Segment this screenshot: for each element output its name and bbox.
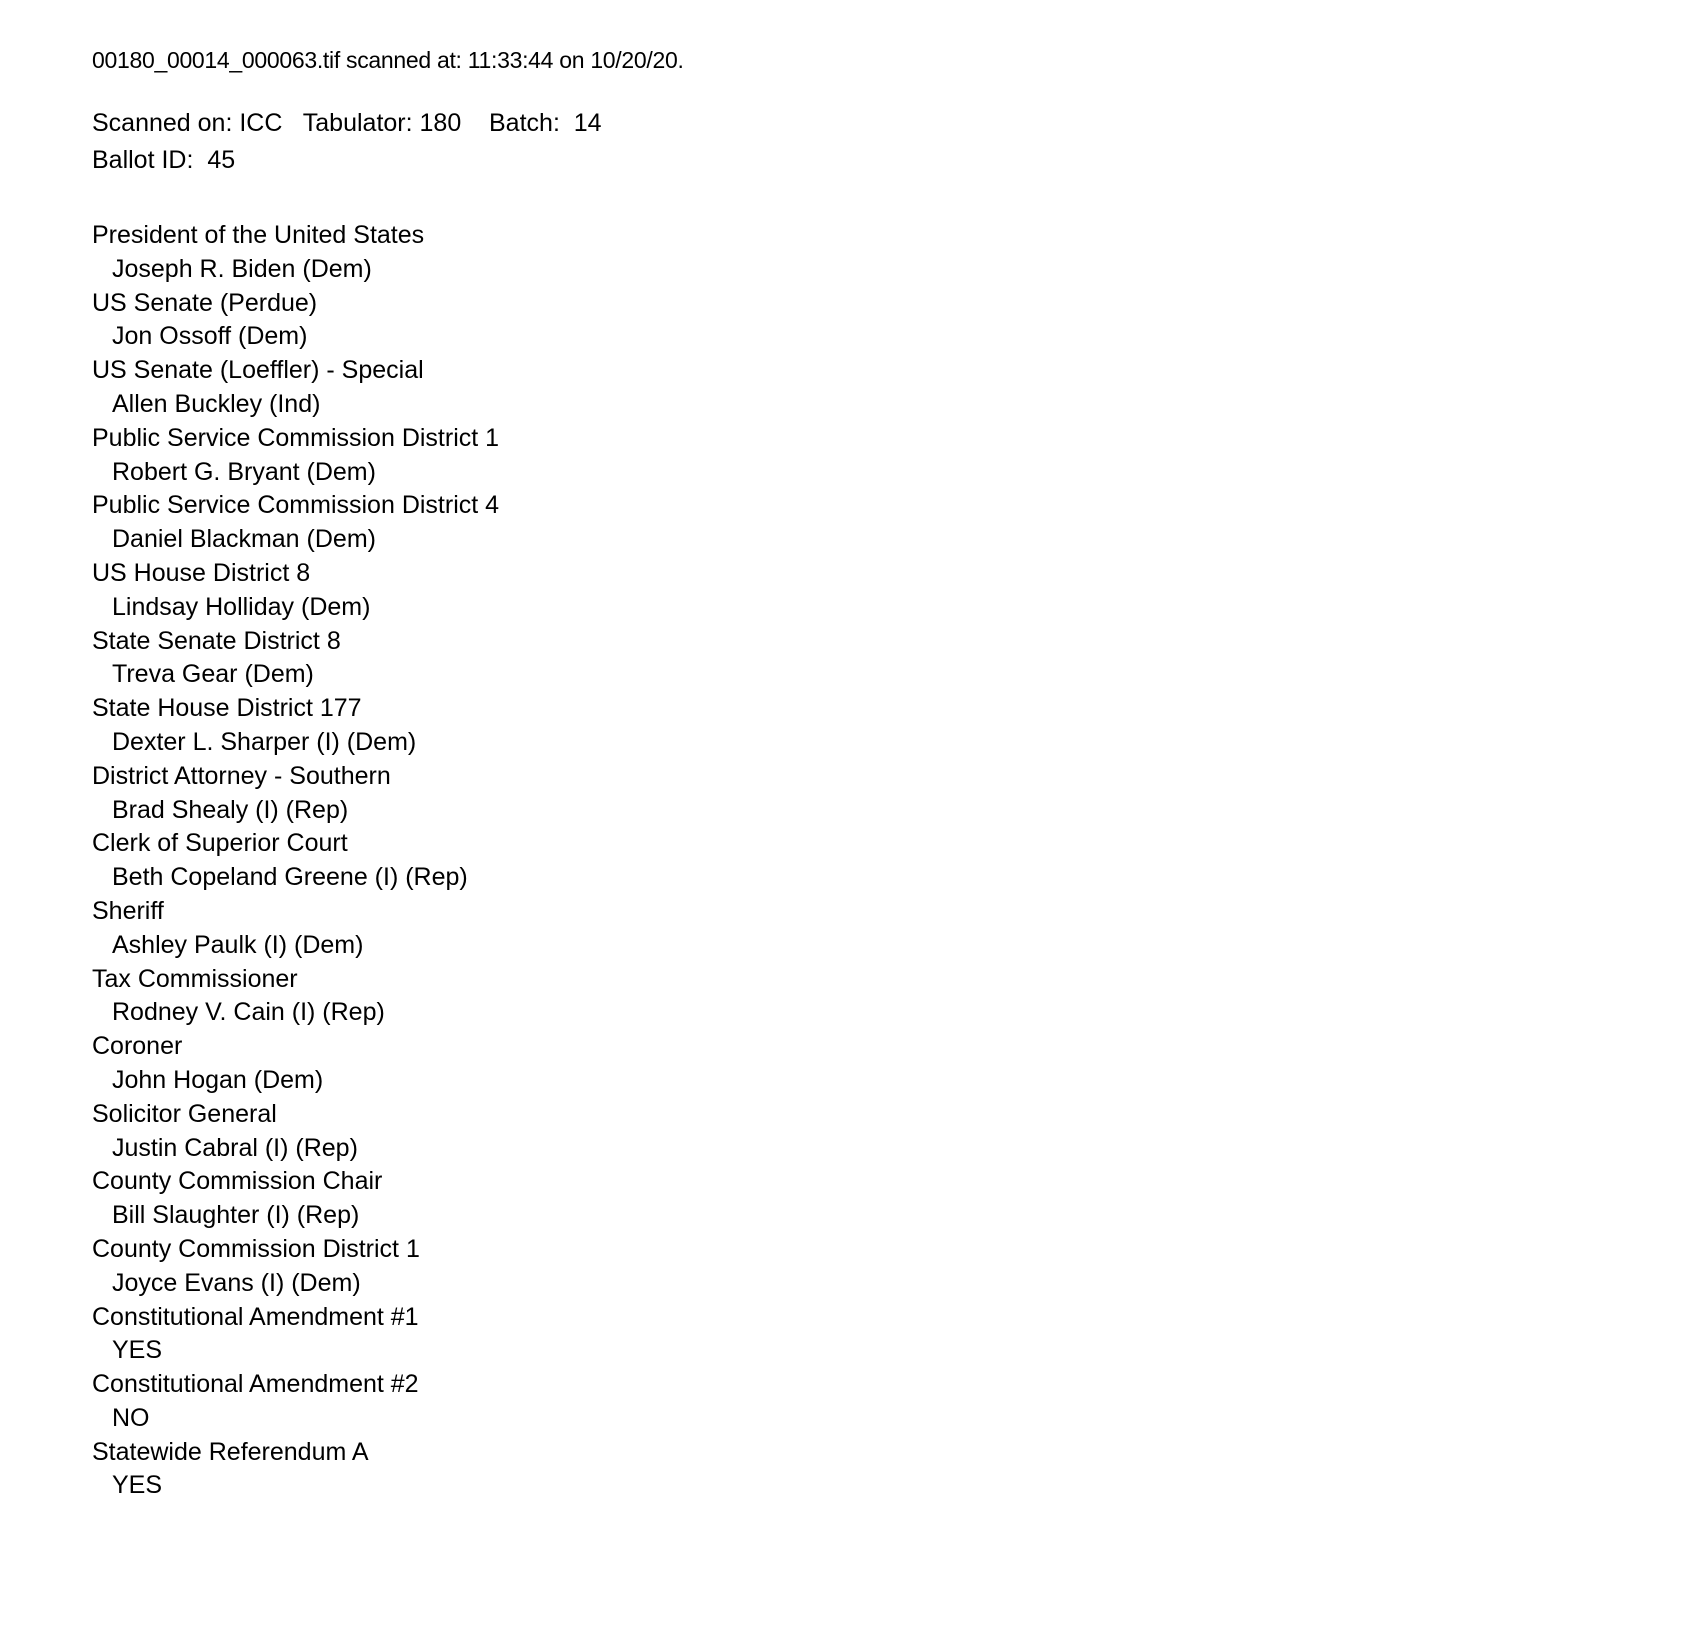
contest-list bbox=[92, 219, 499, 1503]
contest-selection: Jon Ossoff (Dem) bbox=[112, 322, 308, 351]
contest-selection: Lindsay Holliday (Dem) bbox=[112, 592, 371, 621]
contest-selection: Beth Copeland Greene (I) (Rep) bbox=[112, 863, 468, 892]
contest-office: Solicitor General bbox=[92, 1099, 277, 1128]
contest-office: County Commission District 1 bbox=[92, 1234, 420, 1263]
contest-row bbox=[92, 1098, 499, 1166]
contest-office: Statewide Referendum A bbox=[92, 1437, 369, 1466]
contest-selection: Rodney V. Cain (I) (Rep) bbox=[112, 998, 385, 1027]
contest-office: Constitutional Amendment #2 bbox=[92, 1370, 419, 1399]
contest-office: Coroner bbox=[92, 1032, 183, 1061]
contest-selection: Treva Gear (Dem) bbox=[112, 660, 314, 689]
contest-row bbox=[92, 1436, 499, 1504]
contest-selection: YES bbox=[112, 1336, 163, 1365]
contest-row bbox=[92, 1368, 499, 1436]
contest-selection: Bill Slaughter (I) (Rep) bbox=[112, 1201, 360, 1230]
contest-row bbox=[92, 760, 499, 828]
contest-office: Constitutional Amendment #1 bbox=[92, 1302, 419, 1331]
contest-selection: Dexter L. Sharper (I) (Dem) bbox=[112, 727, 417, 756]
contest-row bbox=[92, 963, 499, 1031]
contest-selection: Daniel Blackman (Dem) bbox=[112, 525, 376, 554]
scan-info-line: Scanned on: ICC Tabulator: 180 Batch: 14 bbox=[92, 109, 602, 137]
contest-selection: Brad Shealy (I) (Rep) bbox=[112, 795, 349, 824]
contest-row bbox=[92, 422, 499, 490]
contest-office: Public Service Commission District 4 bbox=[92, 491, 500, 520]
contest-row bbox=[92, 489, 499, 557]
contest-selection: Justin Cabral (I) (Rep) bbox=[112, 1133, 358, 1162]
contest-office: US House District 8 bbox=[92, 558, 311, 587]
contest-selection: Joyce Evans (I) (Dem) bbox=[112, 1268, 361, 1297]
contest-row bbox=[92, 1233, 499, 1301]
contest-selection: NO bbox=[112, 1403, 150, 1432]
contest-office: State House District 177 bbox=[92, 694, 362, 723]
contest-row bbox=[92, 1165, 499, 1233]
contest-row bbox=[92, 354, 499, 422]
contest-row bbox=[92, 219, 499, 287]
contest-row bbox=[92, 1030, 499, 1098]
contest-office: Sheriff bbox=[92, 896, 164, 925]
contest-office: Public Service Commission District 1 bbox=[92, 423, 500, 452]
ballot-id-line: Ballot ID: 45 bbox=[92, 146, 236, 174]
contest-office: US Senate (Perdue) bbox=[92, 288, 318, 317]
contest-office: President of the United States bbox=[92, 221, 425, 249]
contest-row bbox=[92, 827, 499, 895]
contest-office: County Commission Chair bbox=[92, 1167, 383, 1196]
contest-row bbox=[92, 1301, 499, 1369]
contest-selection: Robert G. Bryant (Dem) bbox=[112, 457, 376, 486]
contest-office: US Senate (Loeffler) - Special bbox=[92, 356, 424, 385]
contest-row bbox=[92, 287, 499, 355]
contest-row bbox=[92, 557, 499, 625]
contest-row bbox=[92, 895, 499, 963]
contest-row bbox=[92, 625, 499, 693]
contest-row bbox=[92, 692, 499, 760]
contest-selection: Joseph R. Biden (Dem) bbox=[112, 254, 372, 283]
contest-office: Tax Commissioner bbox=[92, 964, 298, 993]
contest-selection: Allen Buckley (Ind) bbox=[112, 389, 321, 418]
contest-office: State Senate District 8 bbox=[92, 626, 341, 655]
contest-selection: John Hogan (Dem) bbox=[112, 1065, 324, 1094]
contest-office: Clerk of Superior Court bbox=[92, 829, 348, 858]
contest-selection: YES bbox=[112, 1471, 163, 1500]
contest-selection: Ashley Paulk (I) (Dem) bbox=[112, 930, 364, 959]
scan-filename-line: 00180_00014_000063.tif scanned at: 11:33:44 on 10/20/20. bbox=[92, 47, 684, 73]
contest-office: District Attorney - Southern bbox=[92, 761, 391, 790]
